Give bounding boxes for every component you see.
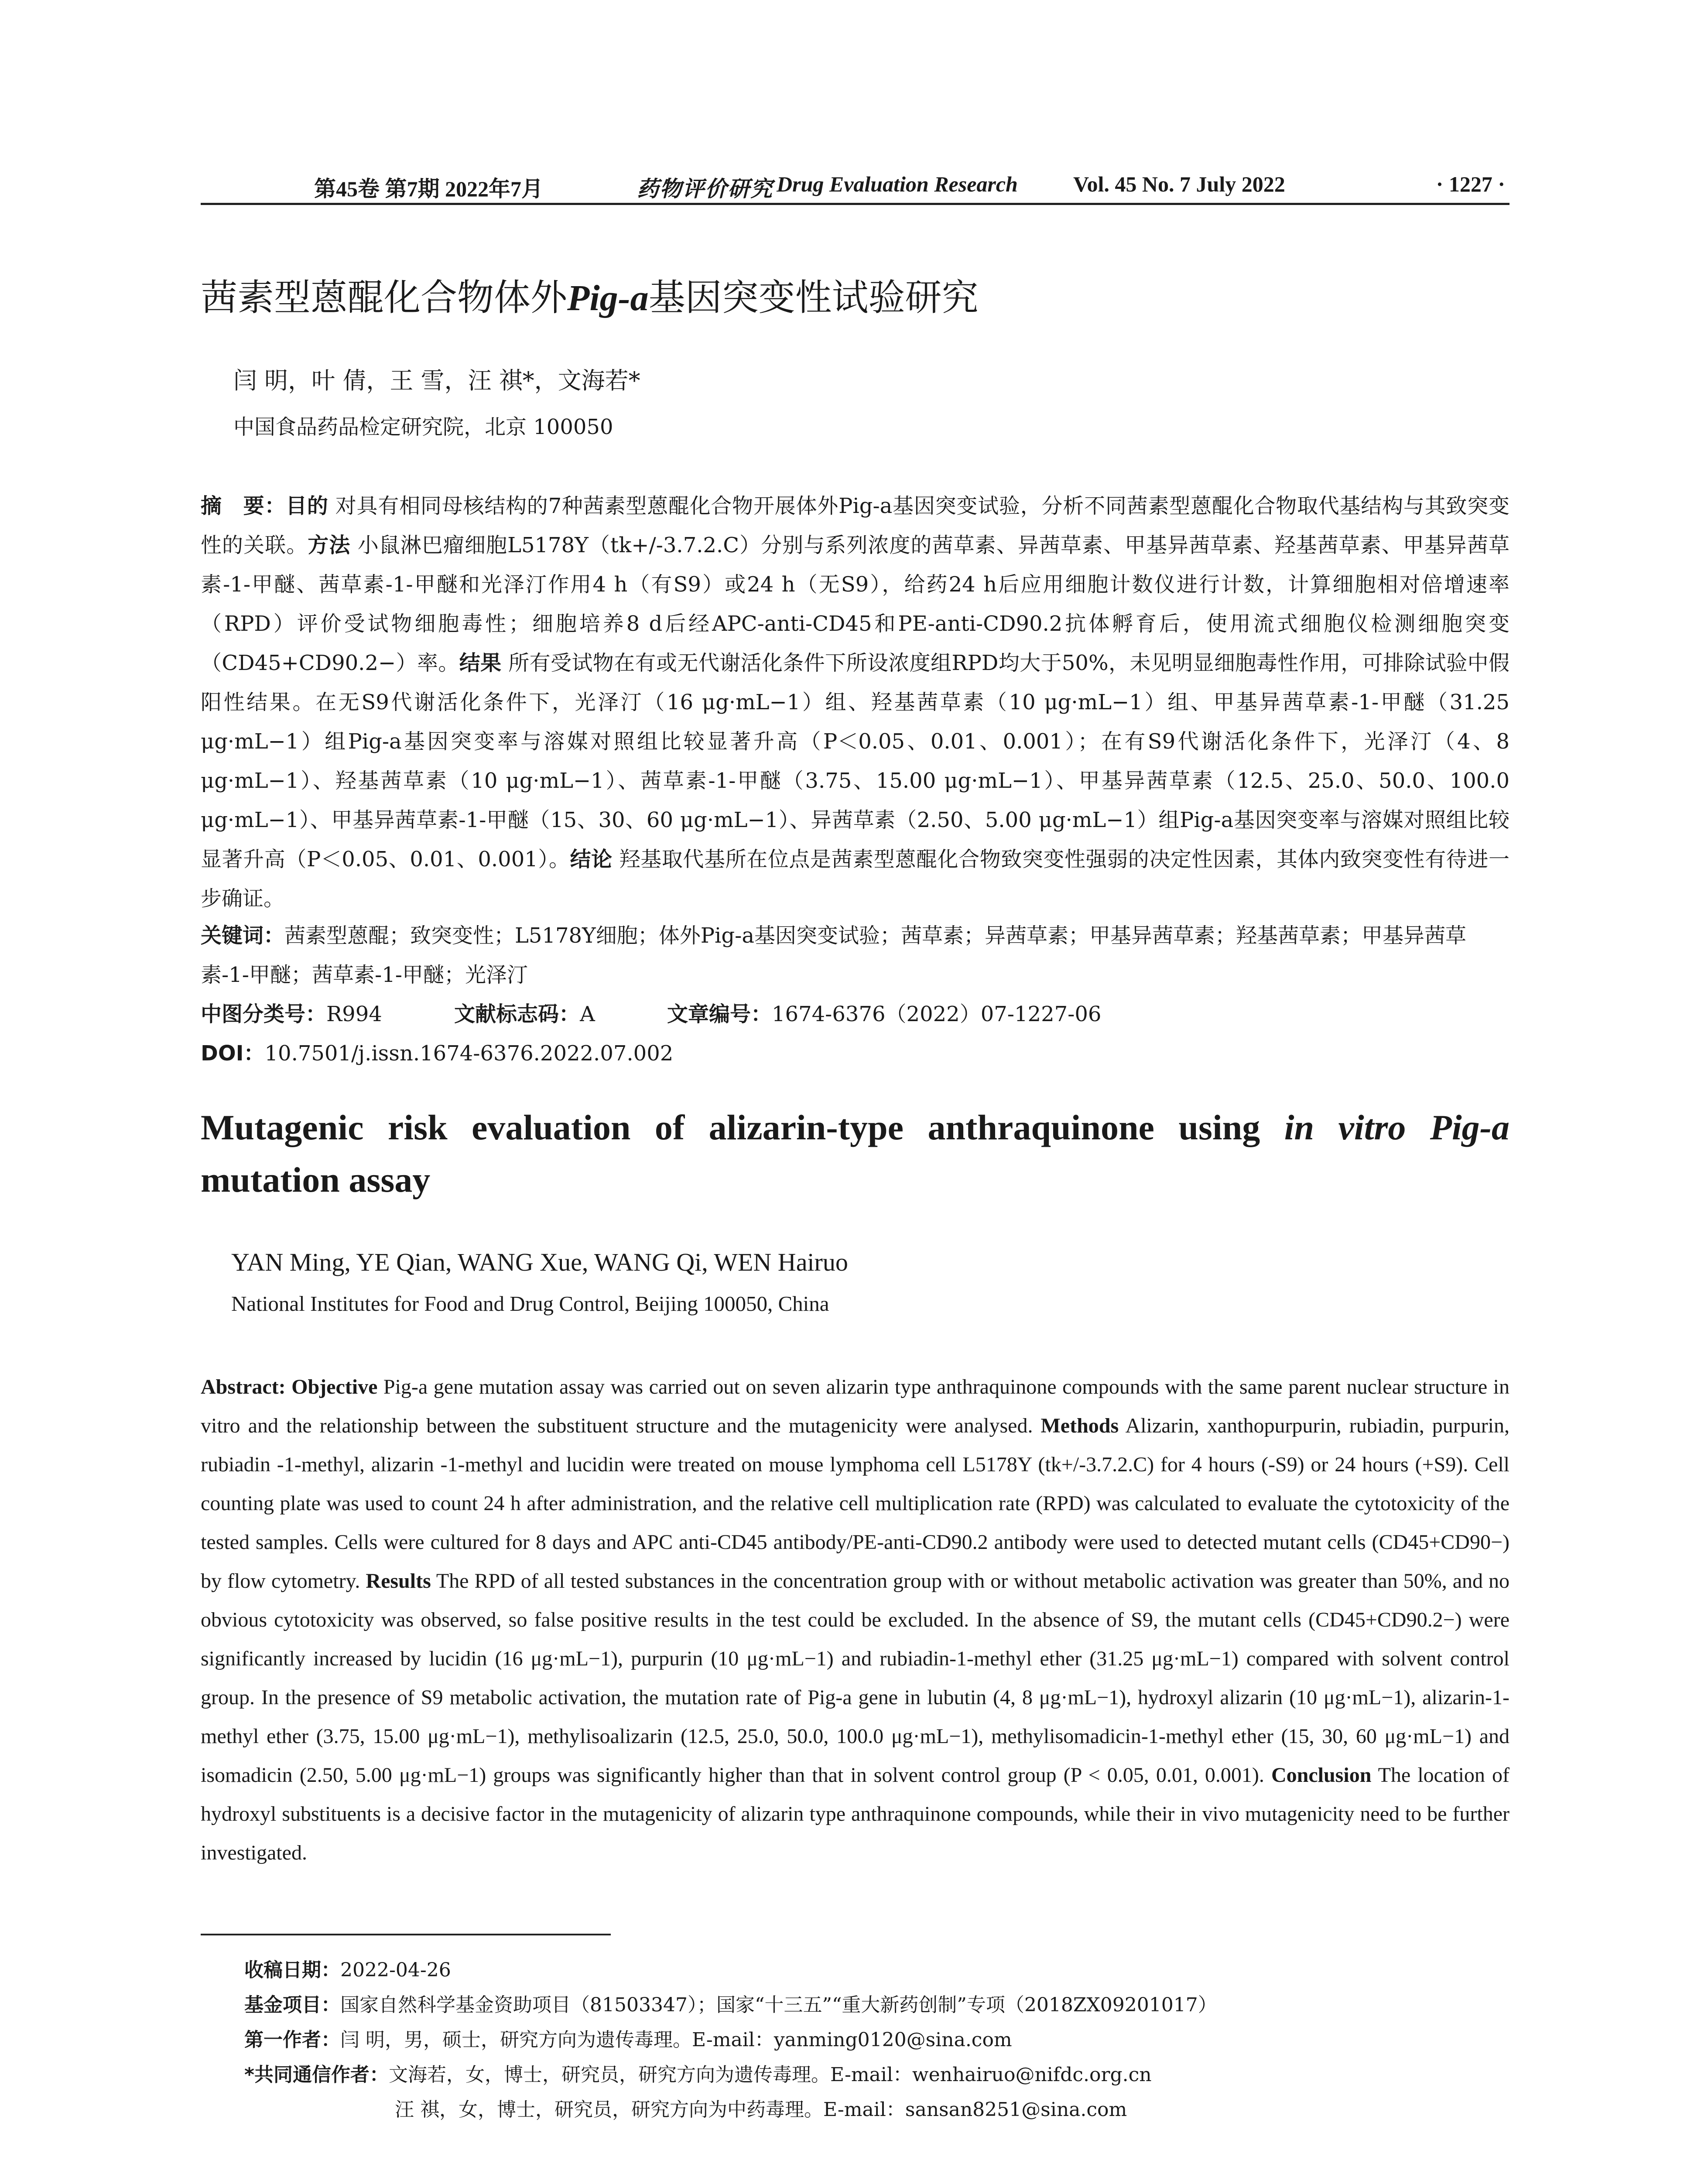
footnote-fund: 基金项目：国家自然科学基金资助项目（81503347）；国家“十三五”“重大新药创制”专项（2018ZX09201017） <box>244 1994 1217 2016</box>
affiliation-cn: 中国食品药品检定研究院，北京 100050 <box>233 415 613 439</box>
header-issue-cn: 第45卷 第7期 2022年7月 <box>314 177 543 201</box>
footnote-divider <box>201 1934 611 1935</box>
article-title-en: Mutagenic risk evaluation of alizarin-type anthraquinone using in vitro Pig-a mutation assay <box>201 1108 1509 1200</box>
abstract-label-en: Abstract: <box>201 1375 286 1398</box>
conclusion-text-en: The location of hydroxyl substituents is a decisive factor in the mutagenicity of alizarin type anthraquinone compounds, while their in vivo mutagenicity need to be further investigated. <box>201 1764 1509 1864</box>
methods-text-cn: 小鼠淋巴瘤细胞L5178Y（tk+/-3.7.2.C）分别与系列浓度的茜草素、异茜草素、甲基异茜草素、羟基茜草素、甲基异茜草素-1-甲醚、茜草素-1-甲醚和光泽汀作用4 h（有S9）或24 h（无S9），给药24 h后应用细胞计数仪进行计数，计算细胞相对倍增速率（RPD）评价受试物细胞毒性；细胞培养8 d后经APC-anti-CD45和PE-anti-CD90.2抗体孵育后，使用流式细胞仪检测细胞突变（CD45+CD90.2−）率。 <box>201 533 1509 675</box>
article-title-cn: 茜素型蒽醌化合物体外Pig-a基因突变性试验研究 <box>201 276 979 319</box>
authors-en: YAN Ming, YE Qian, WANG Xue, WANG Qi, WEN Hairuo <box>231 1248 848 1276</box>
objective-label-en: Objective <box>291 1375 378 1398</box>
gene-name: Pig-a <box>567 278 649 318</box>
footnote-received: 收稿日期：2022-04-26 <box>244 1959 451 1981</box>
methods-label-cn: 方法 <box>308 533 351 557</box>
conclusion-text-cn: 羟基取代基所在位点是茜素型蒽醌化合物致突变性强弱的决定性因素，其体内致突变性有待进一步确证。 <box>201 847 1509 911</box>
footnote-first-author: 第一作者：闫 明，男，硕士，研究方向为遗传毒理。E-mail：yanming0120@sina.com <box>244 2029 1012 2051</box>
abstract-label-cn: 摘 要： <box>201 494 286 518</box>
methods-text-en: Alizarin, xanthopurpurin, rubiadin, purpurin, rubiadin -1-methyl, alizarin -1-methyl and lucidin were treated on mouse lymphoma cell L5178Y (tk+/-3.7.2.C) for 4 hours (-S9) or 24 hours (+S9). Cell counting plate was used to count 24 h after administration, and the relative cell multiplication rate (RPD) was calculated to evaluate the cytotoxicity of the tested samples. Cells were cultured for 8 days and APC anti-CD45 antibody/PE-anti-CD90.2 antibody were used to detected mutant cells (CD45+CD90−) by flow cytometry. <box>201 1414 1510 1593</box>
keywords-cn: 关键词：茜素型蒽醌；致突变性；L5178Y细胞；体外Pig-a基因突变试验；茜草素；异茜草素；甲基异茜草素；羟基茜草素；甲基异茜草素-1-甲醚；茜草素-1-甲醚；光泽汀 <box>201 923 1466 987</box>
running-header <box>201 168 1509 205</box>
journal-logo-cn: 药物评价研究 <box>637 176 773 202</box>
classification-line: 中图分类号：R994 文献标志码：A 文章编号：1674-6376（2022）07-1227-06 <box>201 1002 1102 1026</box>
results-label-en: Results <box>366 1569 431 1593</box>
results-text-en: The RPD of all tested substances in the concentration group with or without metabolic activation was greater than 50%, and no obvious cytotoxicity was observed, so false positive results in the test could be excluded. In the absence of S9, the mutant cells (CD45+CD90.2−) were significantly increased by lucidin (16 μg·mL−1), purpurin (10 μg·mL−1) and rubiadin-1-methyl ether (31.25 μg·mL−1) compared with solvent control group. In the presence of S9 metabolic activation, the mutation rate of Pig-a gene in lubutin (4, 8 μg·mL−1), hydroxyl alizarin (10 μg·mL−1), alizarin-1-methyl ether (3.75, 15.00 μg·mL−1), methylisoalizarin (12.5, 25.0, 50.0, 100.0 μg·mL−1), methylisomadicin-1-methyl ether (15, 30, 60 μg·mL−1) and isomadicin (2.50, 5.00 μg·mL−1) groups was significantly higher than that in solvent control group (P < 0.05, 0.01, 0.001). <box>201 1569 1510 1787</box>
conclusion-label-cn: 结论 <box>570 847 613 872</box>
doi-value[interactable]: 10.7501/j.issn.1674-6376.2022.07.002 <box>264 1041 674 1066</box>
objective-label-cn: 目的 <box>286 494 329 518</box>
page-number: · 1227 · <box>1436 172 1505 196</box>
footnote-corresponding-2: 汪 祺，女，博士，研究员，研究方向为中药毒理。E-mail：sansan8251@sina.com <box>395 2099 1127 2121</box>
journal-name-en: Drug Evaluation Research <box>777 172 1018 196</box>
results-text-cn: 所有受试物在有或无代谢活化条件下所设浓度组RPD均大于50%，未见明显细胞毒性作用，可排除试验中假阳性结果。在无S9代谢活化条件下，光泽汀（16 μg·mL−1）组、羟基茜草素（10 μg·mL−1）组、甲基异茜草素-1-甲醚（31.25 μg·mL−1）组Pig-a基因突变率与溶媒对照组比较显著升高（P＜0.05、0.01、0.001）；在有S9代谢活化条件下，光泽汀（4、8 μg·mL−1）、羟基茜草素（10 μg·mL−1）、茜草素-1-甲醚（3.75、15.00 μg·mL−1）、甲基异茜草素（12.5、25.0、50.0、100.0 μg·mL−1）、甲基异茜草素-1-甲醚（15、30、60 μg·mL−1）、异茜草素（2.50、5.00 μg·mL−1）组Pig-a基因突变率与溶媒对照组比较显著升高（P＜0.05、0.01、0.001）。 <box>201 651 1509 872</box>
abstract-cn <box>201 486 1509 918</box>
conclusion-label-en: Conclusion <box>1271 1764 1372 1787</box>
objective-text-cn: 对具有相同母核结构的7种茜素型蒽醌化合物开展体外Pig-a基因突变试验，分析不同茜素型蒽醌化合物取代基结构与其致突变性的关联。 <box>201 494 1509 557</box>
abstract-en <box>201 1367 1509 1872</box>
header-volume-issue: Vol. 45 No. 7 July 2022 <box>1073 172 1285 196</box>
objective-text-en: Pig-a gene mutation assay was carried out on seven alizarin type anthraquinone compounds with the same parent nuclear structure in vitro and the relationship between the substituent structure and the mutagenicity were analysed. <box>201 1375 1510 1437</box>
methods-label-en: Methods <box>1041 1414 1119 1437</box>
footnote-corresponding: *共同通信作者：文海若，女，博士，研究员，研究方向为遗传毒理。E-mail：wenhairuo@nifdc.org.cn <box>244 2064 1152 2086</box>
affiliation-en: National Institutes for Food and Drug Control, Beijing 100050, China <box>231 1292 829 1316</box>
results-label-cn: 结果 <box>459 651 502 675</box>
doi-line: DOI：10.7501/j.issn.1674-6376.2022.07.002 <box>201 1041 674 1066</box>
authors-cn: 闫 明，叶 倩，王 雪，汪 祺*，文海若* <box>233 367 640 394</box>
